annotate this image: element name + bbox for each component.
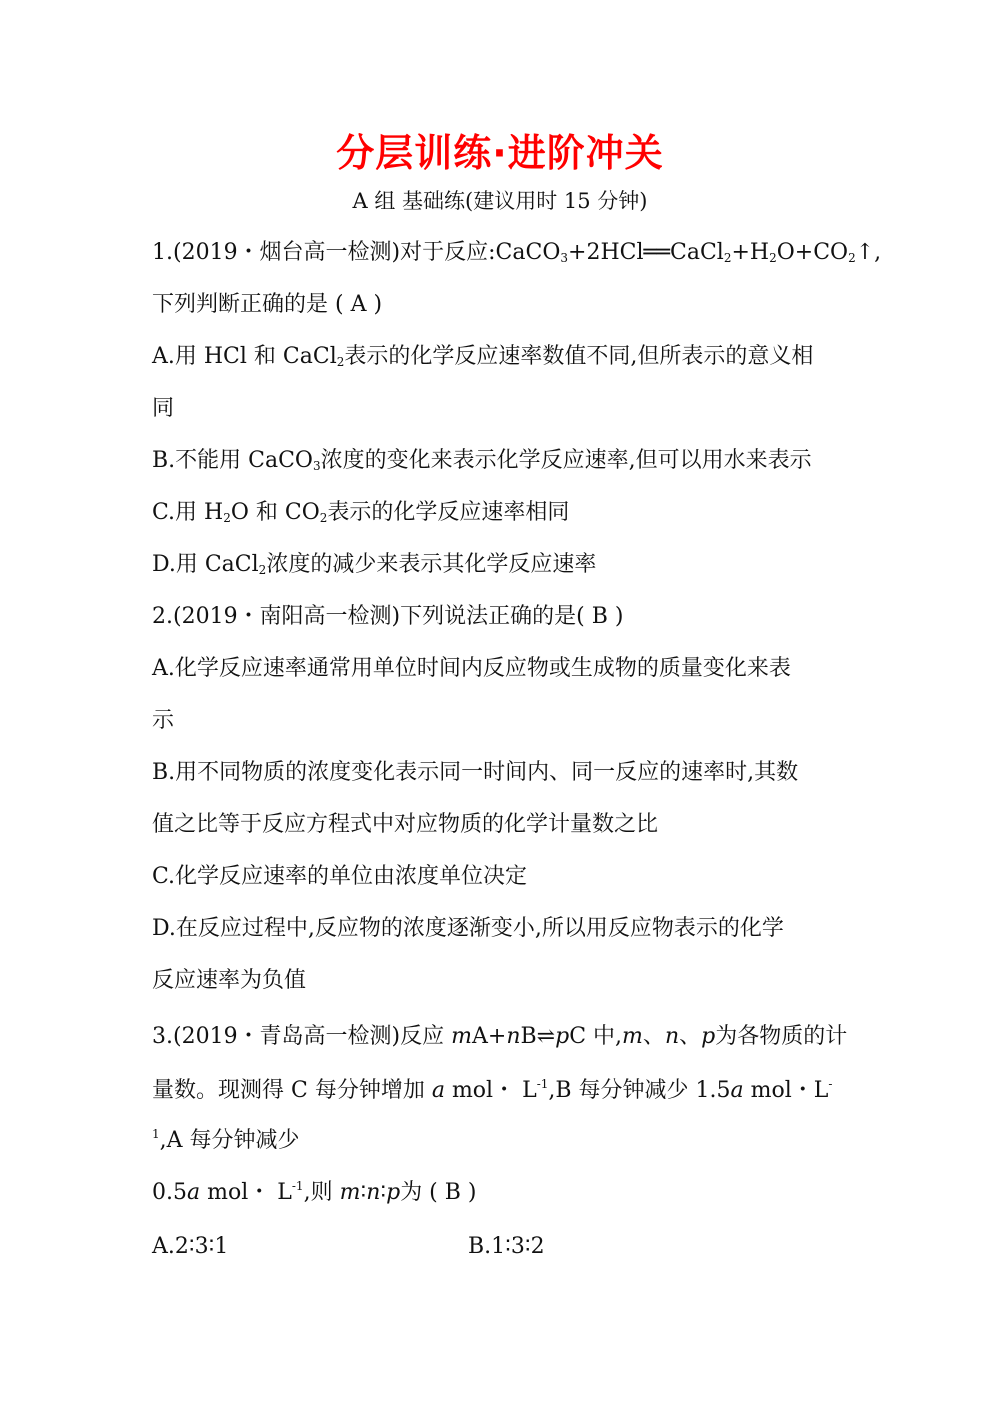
text: O+CO [776,240,849,265]
text: 为 ( [400,1180,445,1205]
var-n: n [506,1024,521,1049]
text: C.用 H [152,500,224,525]
text: ) [366,292,383,317]
text: A+ [472,1024,507,1049]
text: B⇌ [520,1024,556,1049]
answer-q2: B [591,604,608,629]
subscript: 3 [560,251,569,265]
q1-option-a [152,342,813,372]
text: 3.(2019・青岛高一检测)反应 [152,1024,452,1049]
subscript: 2 [258,563,267,577]
superscript: 1 [152,1127,160,1141]
q1-option-c [152,498,569,528]
text: 、 [679,1024,702,1049]
answer-q1: A [350,292,367,317]
answer-q3: B [444,1180,461,1205]
text: 2.(2019・南阳高一检测)下列说法正确的是( [152,604,592,629]
text: mol・ L [444,1078,537,1103]
var-n: n [664,1024,680,1049]
var-m: m [622,1024,643,1049]
var-a: a [431,1078,445,1103]
text: 0.5 [152,1180,187,1205]
subscript: 2 [848,251,856,265]
text: C 中, [569,1024,623,1049]
text: O 和 CO [230,500,320,525]
text: 表示的化学反应速率数值不同,但所表示的意义相 [344,344,814,369]
q1-option-b [152,446,812,476]
subscript: 2 [336,355,345,369]
text: ∶ [360,1180,367,1205]
subscript: 3 [312,459,321,473]
q2-option-c: C.化学反应速率的单位由浓度单位决定 [152,864,528,889]
text: D.用 CaCl [152,552,259,577]
var-p: p [386,1180,401,1205]
superscript: - [828,1077,833,1091]
var-m: m [451,1024,473,1049]
subscript: 2 [223,511,231,525]
text: ,B 每分钟减少 1.5 [548,1078,731,1103]
text: +H [731,240,770,265]
superscript: -1 [291,1179,304,1193]
q1-stem-line1 [152,238,881,268]
text: A.用 HCl 和 CaCl [152,344,337,369]
q3-option-b: B.1∶3∶2 [468,1234,545,1259]
q2-option-d-cont: 反应速率为负值 [152,968,307,993]
text: mol・ L [200,1180,292,1205]
text: ∶ [380,1180,387,1205]
superscript: -1 [536,1077,549,1091]
text: 表示的化学反应速率相同 [327,500,570,525]
text: ,A 每分钟减少 [159,1128,300,1153]
text: ,则 [303,1180,340,1205]
subscript: 2 [319,511,328,525]
text: ↑, [855,240,882,265]
var-p: p [555,1024,570,1049]
section-subtitle: A 组 基础练(建议用时 15 分钟) [352,189,648,213]
text: +2HCl══CaCl [568,240,724,265]
text: 量数。现测得 C 每分钟增加 [152,1078,432,1103]
var-m: m [339,1180,361,1205]
text: 、 [642,1024,665,1049]
var-a: a [187,1180,201,1205]
var-p: p [701,1024,716,1049]
subscript: 2 [723,251,732,265]
page-title: 分层训练·进阶冲关 [336,131,664,175]
q1-option-a-cont: 同 [152,396,175,421]
q2-option-d: D.在反应过程中,反应物的浓度逐渐变小,所以用反应物表示的化学 [152,916,784,941]
subscript: 2 [769,251,777,265]
text: 为各物质的计 [715,1024,848,1049]
q1-stem-line2 [152,290,382,320]
text: 1.(2019・烟台高一检测)对于反应:CaCO [152,240,561,265]
q3-stem-line3 [152,1126,300,1156]
q2-stem [152,602,623,632]
q3-stem-line2 [152,1076,832,1106]
q2-option-b-cont: 值之比等于反应方程式中对应物质的化学计量数之比 [152,812,659,837]
var-a: a [730,1078,744,1103]
q2-option-b: B.用不同物质的浓度变化表示同一时间内、同一反应的速率时,其数 [152,760,799,785]
q3-stem-line1 [152,1022,847,1052]
q3-option-a: A.2∶3∶1 [152,1234,229,1259]
text: ) [607,604,624,629]
q2-option-a-cont: 示 [152,708,175,733]
text: 浓度的减少来表示其化学反应速率 [266,552,597,577]
text: mol・L [743,1078,829,1103]
text: ) [460,1180,477,1205]
text: 浓度的变化来表示化学反应速率,但可以用水来表示 [320,448,812,473]
var-n: n [366,1180,381,1205]
text: 下列判断正确的是 ( [152,292,351,317]
q2-option-a: A.化学反应速率通常用单位时间内反应物或生成物的质量变化来表 [152,656,791,681]
text: B.不能用 CaCO [152,448,313,473]
q1-option-d [152,550,596,580]
q3-stem-line4 [152,1178,477,1208]
